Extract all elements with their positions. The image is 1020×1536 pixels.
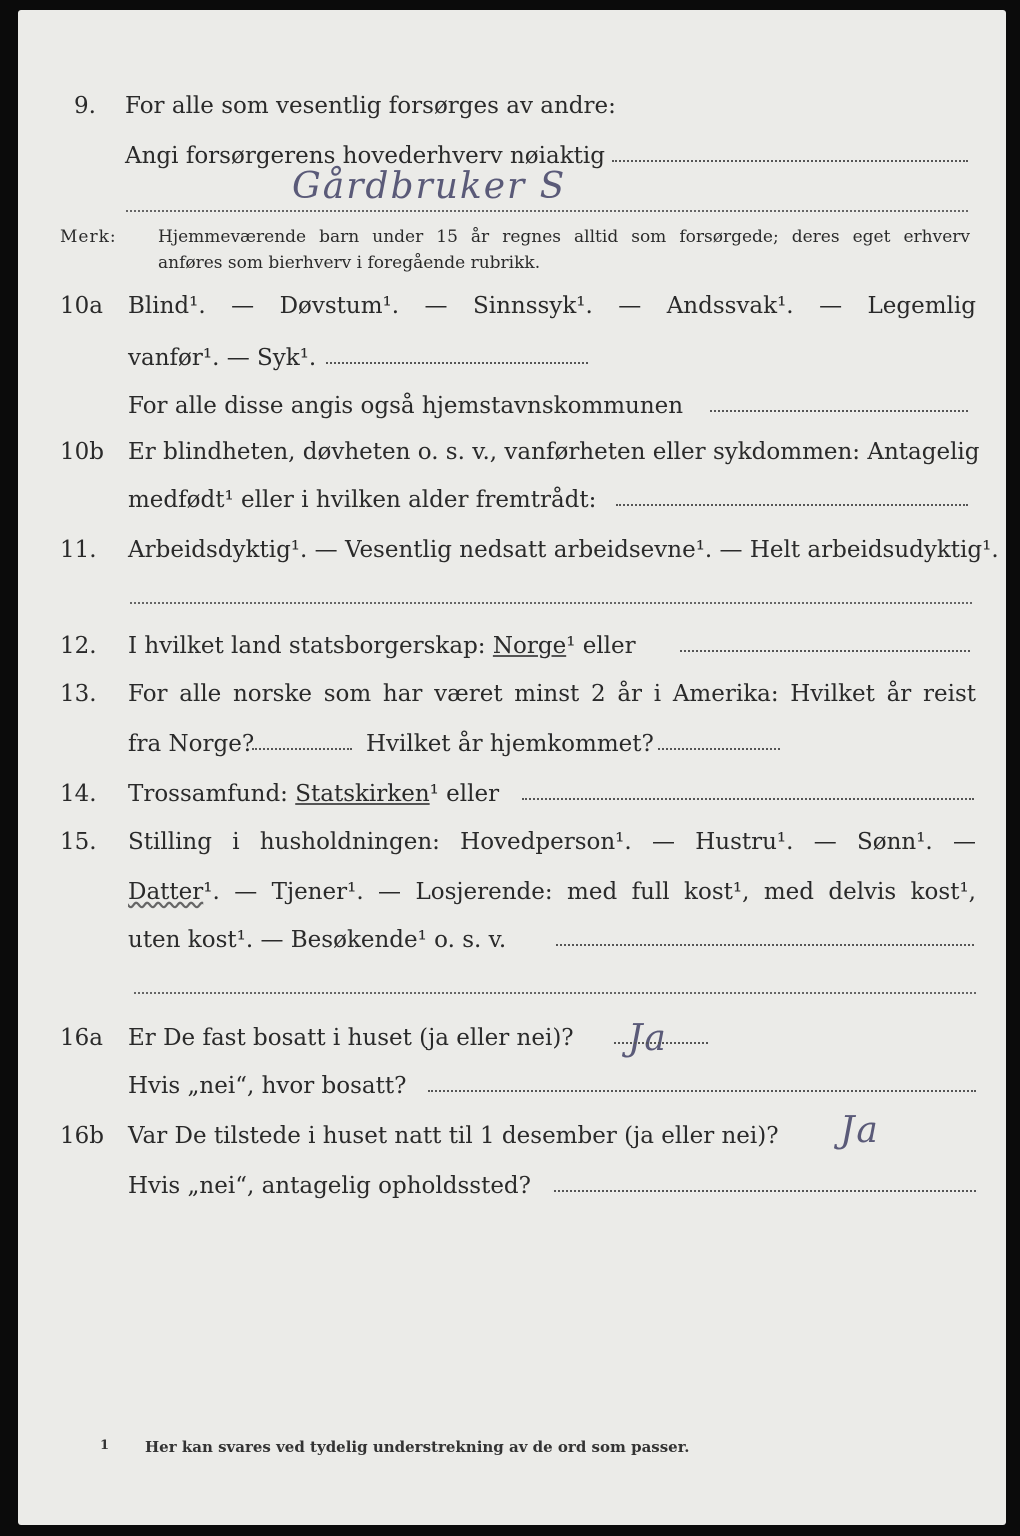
q9-line1 — [60, 86, 980, 126]
q16a-answer-dots — [614, 1042, 708, 1044]
q14-text — [128, 774, 980, 814]
q15-dots — [556, 944, 974, 946]
q10a-line3 — [60, 386, 980, 426]
q13-reist-dots — [252, 748, 352, 750]
q15-text-1: Stilling i husholdningen: Hovedperson¹. — Hustru¹. — Sønn¹. — — [128, 829, 976, 855]
q9-handwritten-answer: Gårdbruker S — [292, 166, 567, 207]
footnote-marker: 1 — [100, 1438, 110, 1453]
q12-underlined-choice: Norge — [492, 633, 567, 659]
q11-line1 — [60, 530, 999, 570]
q10b-number: 10b — [60, 439, 104, 465]
q14-number: 14. — [60, 781, 97, 807]
q16a-line1 — [60, 1018, 980, 1058]
q10b-line2 — [60, 480, 980, 520]
q9-text-2: Angi forsørgerens hovederhverv nøiaktig — [125, 143, 605, 169]
q15-line1 — [60, 822, 980, 862]
q10a-hjemstavn-dots — [710, 410, 968, 412]
q11-answer-line — [130, 602, 972, 604]
q15-underlined-choice: Datter — [128, 879, 204, 905]
q10b-dots — [616, 504, 968, 506]
q16b-dots — [554, 1190, 976, 1192]
q10a-text-2: vanfør¹. — Syk¹. — [128, 345, 317, 371]
q16b-text-1: Var De tilstede i huset natt til 1 desember (ja eller nei)? — [128, 1123, 779, 1149]
q9-number: 9. — [74, 93, 96, 119]
q12-line1 — [60, 626, 980, 666]
q16a-text-2: Hvis „nei“, hvor bosatt? — [128, 1073, 407, 1099]
q15-line3 — [60, 920, 980, 960]
q16a-handwritten-answer: Ja — [628, 1018, 668, 1059]
q11-number: 11. — [60, 537, 97, 563]
q10a-line2 — [60, 338, 980, 378]
q14-dots — [522, 798, 974, 800]
q16b-handwritten-answer: Ja — [840, 1110, 880, 1151]
q12-dots — [680, 650, 970, 652]
q16b-line2 — [60, 1166, 980, 1206]
q10a-syk-dots — [326, 362, 588, 364]
q16a-number: 16a — [60, 1025, 103, 1051]
q12-number: 12. — [60, 633, 97, 659]
q13-text-2b: Hvilket år hjemkommet? — [366, 731, 654, 757]
q13-hjemkommet-dots — [658, 748, 780, 750]
q13-number: 13. — [60, 681, 97, 707]
q16a-dots — [428, 1090, 976, 1092]
q13-line1 — [60, 674, 980, 714]
q12-suffix: ¹ eller — [566, 633, 636, 659]
q13-text-2a: fra Norge? — [128, 731, 255, 757]
q10a-text-3: For alle disse angis også hjemstavnskommunen — [128, 393, 684, 419]
q15-text-2 — [128, 872, 976, 912]
q15-answer-line — [134, 992, 976, 994]
q16a-text-1: Er De fast bosatt i huset (ja eller nei)? — [128, 1025, 574, 1051]
q13-line2 — [60, 724, 980, 764]
note-label: Merk: — [60, 227, 117, 247]
q16a-line2 — [60, 1066, 980, 1106]
q13-text-1: For alle norske som har været minst 2 år i Amerika: Hvilket år reist — [128, 681, 976, 707]
q16b-text-2: Hvis „nei“, antagelig opholdssted? — [128, 1173, 531, 1199]
q10a-line1 — [60, 286, 980, 326]
q14-suffix: ¹ eller — [429, 781, 500, 807]
q14-underlined-choice: Statskirken — [295, 781, 430, 807]
q10b-text-2: medfødt¹ eller i hvilken alder fremtrådt: — [128, 487, 597, 513]
note-text-2: anføres som bierhverv i foregående rubrikk. — [158, 253, 541, 273]
q15-text-3: uten kost¹. — Besøkende¹ o. s. v. — [128, 927, 507, 953]
q15-number: 15. — [60, 829, 97, 855]
q11-text-1: Arbeidsdyktig¹. — Vesentlig nedsatt arbeidsevne¹. — Helt arbeidsudyktig¹. — [128, 537, 999, 563]
q9-answer-line — [126, 210, 968, 212]
q10b-text-1: Er blindheten, døvheten o. s. v., vanførheten eller sykdommen: Antagelig — [128, 439, 980, 465]
q16b-number: 16b — [60, 1123, 104, 1149]
q12-prefix: I hvilket land statsborgerskap: — [128, 633, 493, 659]
q10a-number: 10a — [60, 293, 103, 319]
q15-line2 — [60, 872, 980, 912]
q15-text-2-rest: ¹. — Tjener¹. — Losjerende: med full kost¹, med delvis kost¹, — [203, 879, 976, 905]
q14-line1 — [60, 774, 980, 814]
q9-answer-dots — [612, 160, 968, 162]
q10a-text-1: Blind¹. — Døvstum¹. — Sinnssyk¹. — Andssvak¹. — Legemlig — [128, 293, 976, 319]
footnote-text: Her kan svares ved tydelig understrekning av de ord som passer. — [145, 1438, 690, 1456]
note-text-1: Hjemmeværende barn under 15 år regnes alltid som forsørgede; deres eget erhverv — [158, 227, 970, 247]
q10b-line1 — [60, 432, 980, 472]
q9-text-1: For alle som vesentlig forsørges av andre: — [125, 93, 616, 119]
q12-text — [128, 626, 980, 666]
q14-prefix: Trossamfund: — [128, 781, 296, 807]
